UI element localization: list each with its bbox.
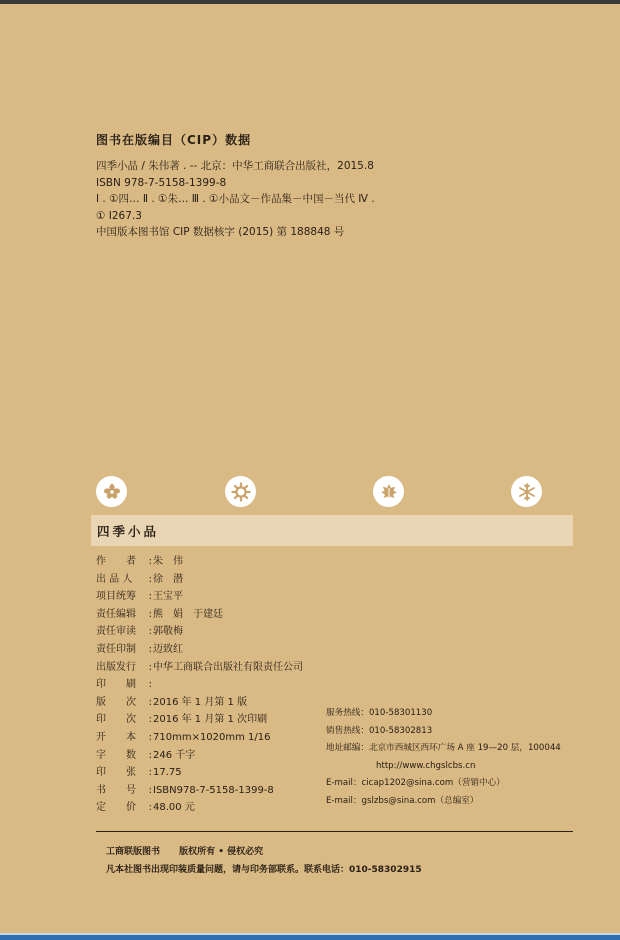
top-edge <box>0 0 620 4</box>
spring-flower-icon <box>96 476 127 507</box>
detail-label: 印 张 <box>96 767 136 779</box>
divider <box>96 831 573 832</box>
detail-value: 17.75 <box>153 767 182 779</box>
detail-row: 开 本 : 710mm×1020mm 1/16 <box>96 729 336 747</box>
detail-value: 郭敬梅 <box>153 626 183 638</box>
detail-row: 出 品 人 : 徐 潜 <box>96 571 336 589</box>
detail-value: 朱 伟 <box>153 556 183 567</box>
detail-value: 中华工商联合出版社有限责任公司 <box>153 661 303 673</box>
cip-line: ISBN 978-7-5158-1399-8 <box>96 176 227 189</box>
cip-line: Ⅰ . ①四… Ⅱ . ①朱… Ⅲ . ①小品文－作品集－中国－当代 Ⅳ . <box>96 193 375 206</box>
detail-label: 印 刷 <box>96 679 136 691</box>
winter-snowflake-icon <box>511 476 542 507</box>
cip-title: 图书在版编目（CIP）数据 <box>96 133 252 147</box>
autumn-leaf-icon <box>373 476 404 507</box>
cip-block <box>96 131 576 241</box>
detail-value: 710mm×1020mm 1/16 <box>153 731 271 743</box>
rights-label: 版权所有 • 侵权必究 <box>179 847 264 857</box>
detail-row: 责任审读 : 郭敬梅 <box>96 623 336 641</box>
website-link[interactable]: http://www.chgslcbs.cn <box>376 760 476 771</box>
detail-value: ISBN978-7-5158-1399-8 <box>153 784 274 796</box>
email-editorial[interactable]: E-mail：gslzbs@sina.com（总编室） <box>326 795 479 806</box>
detail-row: 责任印制 : 迈致红 <box>96 641 336 659</box>
detail-label: 出 品 人 <box>96 573 133 585</box>
detail-label: 定 价 <box>96 802 136 814</box>
detail-row: 项目统筹 : 王宝平 <box>96 588 336 606</box>
bottom-edge <box>0 935 620 940</box>
detail-row: 责任编辑 : 熊 娟 于建廷 <box>96 606 336 624</box>
book-title-band <box>91 515 573 546</box>
detail-label: 书 号 <box>96 784 136 796</box>
detail-value: 徐 潜 <box>153 573 183 585</box>
detail-value: 2016 年 1 月第 1 版 <box>153 696 248 708</box>
detail-label: 项目统筹 <box>96 591 136 603</box>
detail-row: 作 者 : 朱 伟 <box>96 553 336 571</box>
detail-label: 出版发行 <box>96 661 136 673</box>
detail-row: 印 次 : 2016 年 1 月第 1 次印刷 <box>96 711 336 729</box>
detail-label: 作 者 <box>96 556 136 567</box>
detail-row: 定 价 : 48.00 元 <box>96 799 336 817</box>
detail-row: 出版发行 : 中华工商联合出版社有限责任公司 <box>96 659 336 677</box>
footer <box>106 843 422 879</box>
season-icons <box>0 476 620 508</box>
detail-row: 印 张 : 17.75 <box>96 764 336 782</box>
publication-details <box>96 553 336 817</box>
detail-row: 版 次 : 2016 年 1 月第 1 版 <box>96 694 336 712</box>
sales-hotline: 销售热线：010-58302813 <box>326 725 433 736</box>
summer-sun-icon <box>225 476 256 507</box>
detail-row: 书 号 : ISBN978-7-5158-1399-8 <box>96 782 336 800</box>
quality-notice: 凡本社图书出现印装质量问题，请与印务部联系。联系电话：010-58302915 <box>106 865 422 875</box>
detail-label: 责任印制 <box>96 643 136 655</box>
address: 地址邮编：北京市西城区西环广场 A 座 19—20 层，100044 <box>326 743 561 754</box>
email-marketing[interactable]: E-mail：cicap1202@sina.com（营销中心） <box>326 778 505 789</box>
detail-value: 246 千字 <box>153 749 196 761</box>
detail-label: 版 次 <box>96 696 136 708</box>
book-title: 四季小品 <box>97 523 160 539</box>
detail-label: 印 次 <box>96 714 136 726</box>
detail-value: 迈致红 <box>153 643 183 655</box>
detail-value: 王宝平 <box>153 591 183 603</box>
detail-value: 熊 娟 于建廷 <box>153 608 223 620</box>
detail-row: 印 刷 : <box>96 676 336 694</box>
detail-label: 字 数 <box>96 749 136 761</box>
cip-line: ① I267.3 <box>96 209 142 222</box>
cip-line: 四季小品 / 朱伟著 . -- 北京：中华工商联合出版社，2015.8 <box>96 160 374 172</box>
detail-row: 字 数 : 246 千字 <box>96 747 336 765</box>
detail-value: 48.00 元 <box>153 802 195 814</box>
detail-value: 2016 年 1 月第 1 次印刷 <box>153 714 268 726</box>
publisher-books-label: 工商联版图书 <box>106 847 161 857</box>
detail-label: 责任编辑 <box>96 608 136 620</box>
contact-block <box>326 705 586 811</box>
detail-label: 责任审读 <box>96 626 136 638</box>
detail-label: 开 本 <box>96 731 136 743</box>
cip-line: 中国版本图书馆 CIP 数据核字 (2015) 第 188848 号 <box>96 226 345 239</box>
service-hotline: 服务热线：010-58301130 <box>326 708 433 718</box>
